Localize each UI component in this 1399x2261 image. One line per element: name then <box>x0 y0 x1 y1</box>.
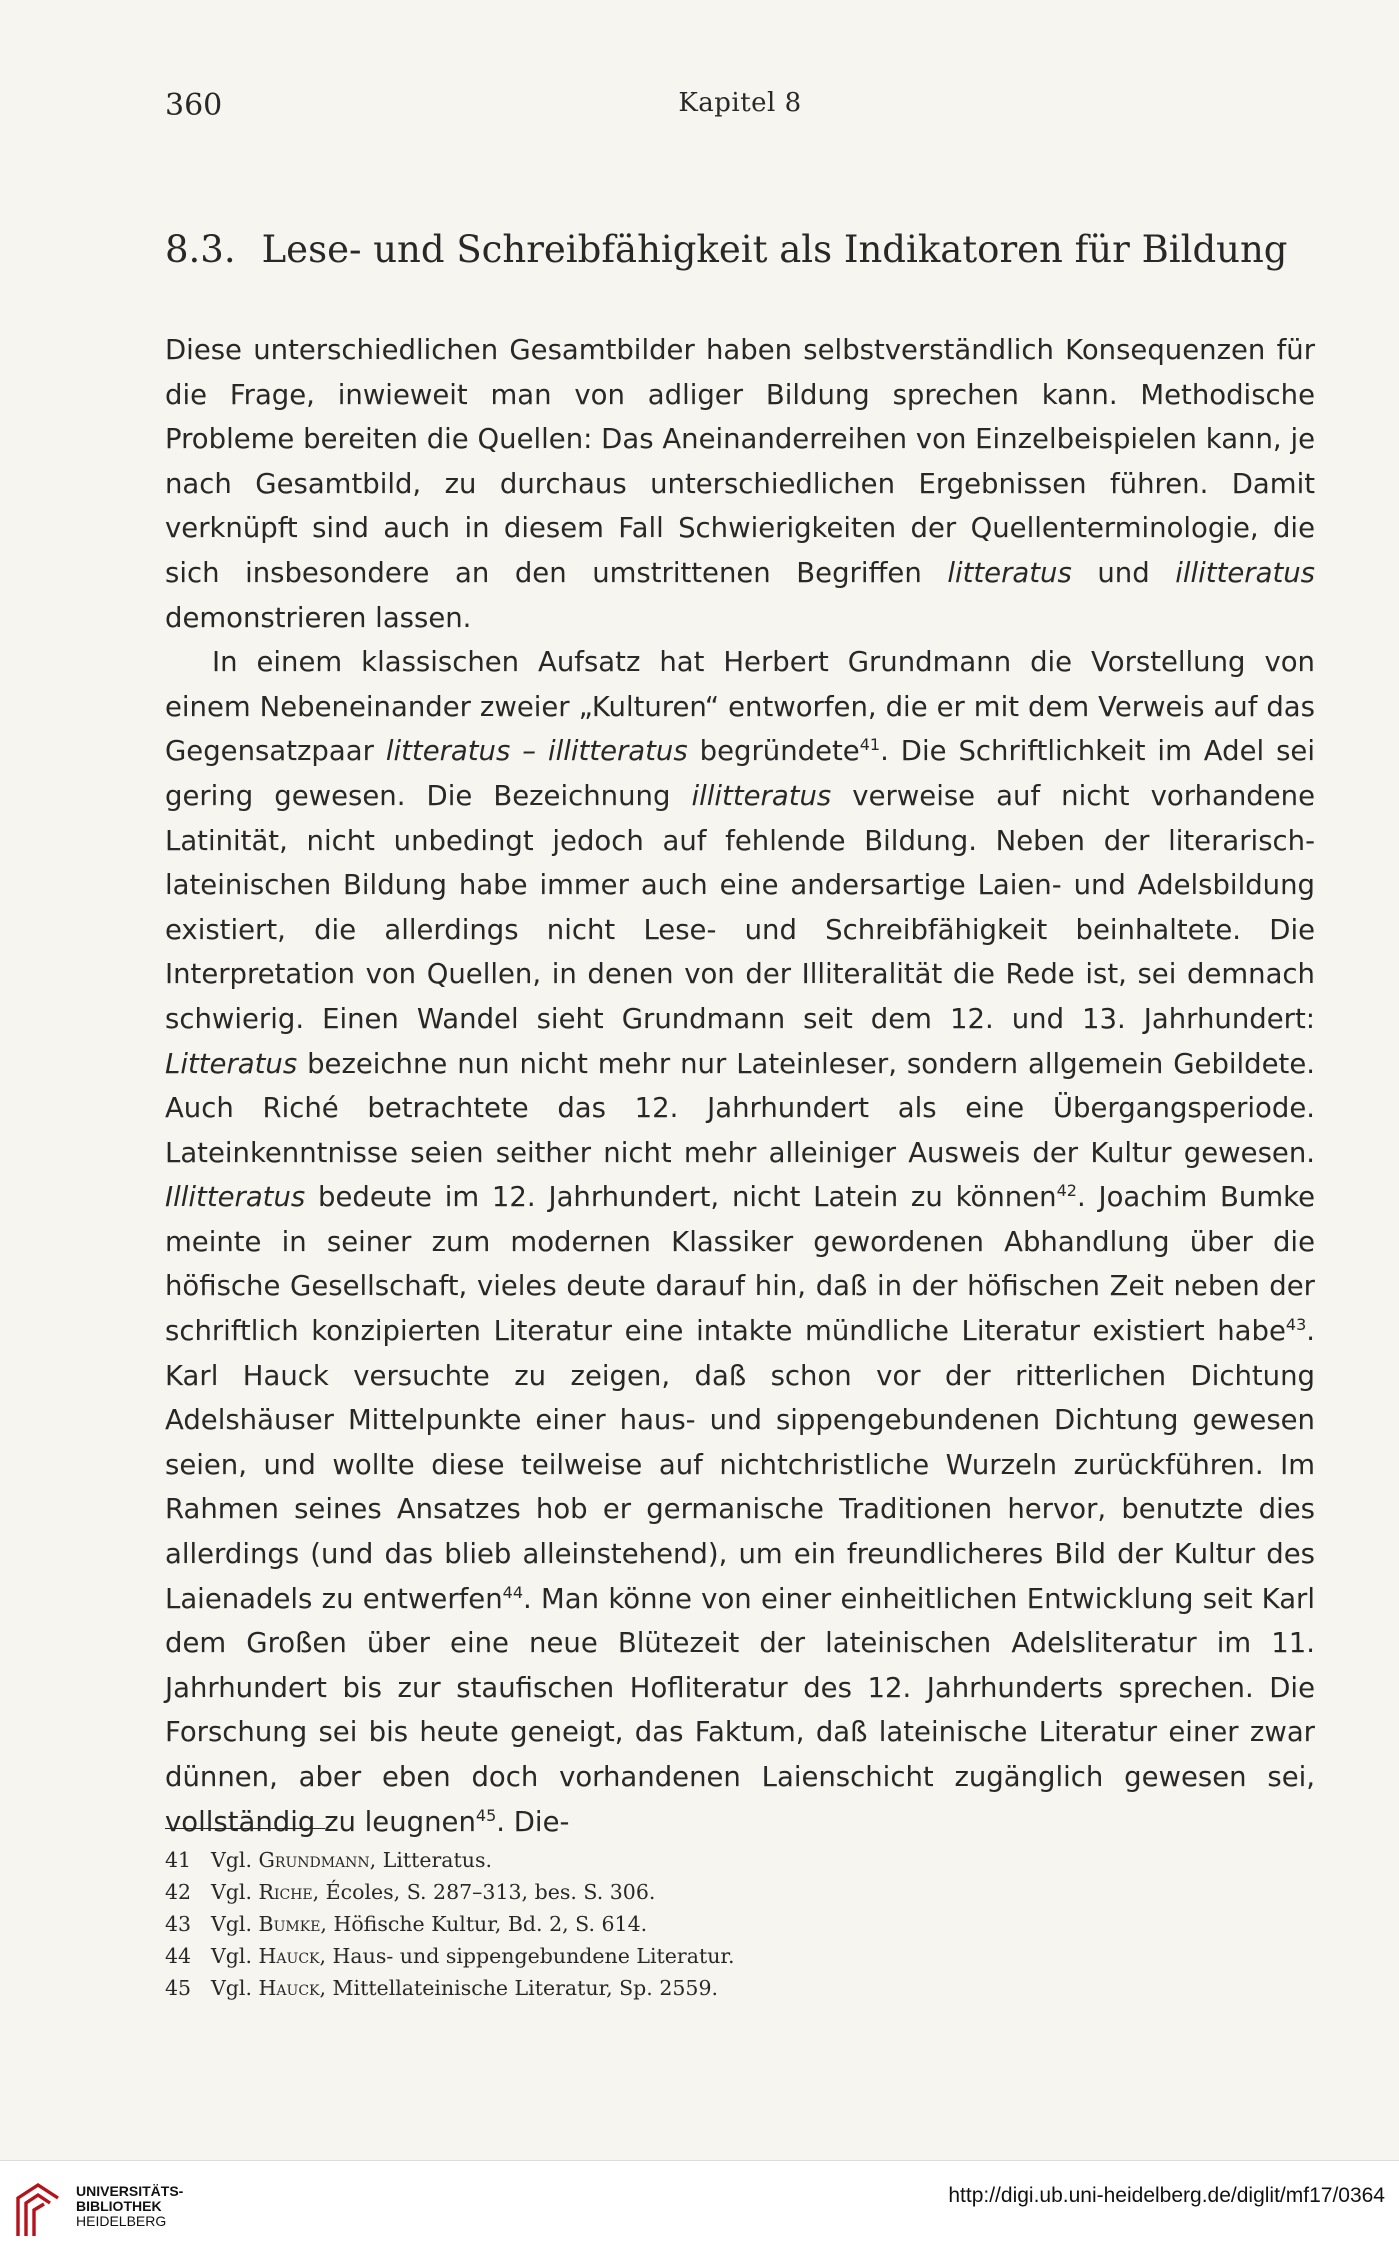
library-logo-icon[interactable] <box>14 2182 64 2238</box>
text-run: Diese unterschiedlichen Gesamtbilder haben selbstverständlich Konsequenzen für die Frage, inwieweit man von adliger Bildung sprechen kann. Methodische Probleme bereiten die Quellen: Das Aneinanderreihen von Einzelbeispielen kann, je nach Gesamtbild, zu durchaus unterschiedlichen Ergebnissen führen. Damit verknüpft sind auch in diesem Fall Schwierigkeiten der Quellenterminologie, die sich insbesondere an den umstrittenen Begriffen <box>165 334 1315 589</box>
source-url[interactable]: http://digi.ub.uni-heidelberg.de/diglit/mf17/0364 <box>948 2184 1385 2207</box>
footnote-number: 41 <box>165 1848 192 1872</box>
page-number: 360 <box>165 88 223 123</box>
text-run: . Die Schriftlichkeit im Adel sei gering gewesen. Die Bezeichnung <box>165 735 1315 812</box>
footnote-prefix: Vgl. <box>211 1944 252 1968</box>
footnote-author: Bumke <box>258 1912 321 1936</box>
text-run: verweise auf nicht vorhandene Latinität, nicht unbedingt jedoch auf fehlende Bildung. Neben der literarisch-lateinischen Bildung habe immer auch eine andersartige Laien- und Adelsbildung existiert, die allerdings nicht Lese- und Schreibfähigkeit beinhaltete. Die Interpretation von Quellen, in denen von der Illiteralität die Rede ist, sei demnach schwierig. Einen Wandel sieht Grundmann seit dem 12. und 13. Jahrhundert: <box>165 779 1316 1035</box>
text-run: . Joachim Bumke meinte in seiner zum modernen Klassiker gewordenen Abhandlung über die höfische Gesellschaft, vieles deute darauf hin, daß in der höfischen Zeit neben der schriftlich konzipierten Literatur eine intakte mündliche Literatur existiert habe <box>165 1181 1315 1348</box>
text-run: demonstrieren lassen. <box>165 601 472 634</box>
text-run: . Die- <box>496 1805 570 1838</box>
footnote <box>165 1844 1315 1876</box>
footnote-number: 44 <box>165 1944 192 1968</box>
footnote-number: 45 <box>165 1976 192 2000</box>
text-run: In einem klassischen Aufsatz hat Herbert Grundmann die Vorstellung von einem Nebeneinander zweier „Kulturen“ entworfen, die er mit dem Verweis auf das Gegensatzpaar <box>165 646 1315 768</box>
footnote <box>165 1908 1315 1940</box>
term-illitteratus: Illitteratus <box>165 1181 306 1214</box>
term-litteratus: Litteratus <box>165 1047 298 1080</box>
footnote-ref[interactable]: 41 <box>859 735 881 755</box>
footnote-ref[interactable]: 45 <box>475 1805 497 1825</box>
text-run: begründete <box>687 735 860 768</box>
footnote-text: , Haus- und sippengebundene Literatur. <box>319 1944 735 1968</box>
paragraph <box>165 328 1315 640</box>
footnotes <box>165 1844 1315 2004</box>
footnote-prefix: Vgl. <box>211 1880 252 1904</box>
viewer-footer <box>0 2160 1399 2261</box>
term-illitteratus: illitteratus <box>1175 556 1315 589</box>
footnote-author: Hauck <box>258 1976 320 2000</box>
text-run: . Karl Hauck versuchte zu zeigen, daß schon vor der ritterlichen Dichtung Adelshäuser Mittelpunkte einer haus- und sippengebundenen Dichtung gewesen seien, und wollte diese teilweise auf nichtchristliche Wurzeln zurückführen. Im Rahmen seines Ansatzes hob er germanische Traditionen hervor, benutzte dies allerdings (und das blieb alleinstehend), um ein freundlicheres Bild der Kultur des Laienadels zu entwerfen <box>165 1315 1315 1615</box>
term-pair: litteratus – illitteratus <box>385 735 688 768</box>
footnote-author: Grundmann <box>258 1848 370 1872</box>
footnote-author: Hauck <box>258 1944 320 1968</box>
text-run: bedeute im 12. Jahrhundert, nicht Latein zu können <box>305 1181 1057 1214</box>
term-illitteratus: illitteratus <box>691 779 832 812</box>
footnote-ref[interactable]: 42 <box>1056 1181 1077 1201</box>
footnote <box>165 1876 1315 1908</box>
text-run: . Man könne von einer einheitlichen Entwicklung seit Karl dem Großen über eine neue Blütezeit der lateinischen Adelsliteratur im 11. Jahrhundert bis zur staufischen Hofliteratur des 12. Jahrhunderts sprechen. Die Forschung sei bis heute geneigt, das Faktum, daß lateinische Literatur einer zwar dünnen, aber eben doch vorhandenen Laienschicht zugänglich gewesen sei, vollständig zu leugnen <box>165 1582 1315 1838</box>
paragraph <box>165 640 1315 1844</box>
running-head <box>165 88 1315 128</box>
footnote-text: , Écoles, S. 287–313, bes. S. 306. <box>312 1880 656 1904</box>
footnote-text: , Mittellateinische Literatur, Sp. 2559. <box>319 1976 719 2000</box>
text-run: und <box>1071 556 1176 589</box>
body-text <box>165 328 1315 1844</box>
footnote-author: Riche <box>258 1880 313 1904</box>
section-title: Lese- und Schreibfähigkeit als Indikatoren für Bildung <box>261 228 1288 271</box>
text-run: bezeichne nun nicht mehr nur Lateinleser, sondern allgemein Gebildete. Auch Riché betrachtete das 12. Jahrhundert als eine Übergangsperiode. Lateinkenntnisse seien seither nicht mehr alleiniger Ausweis der Kultur gewesen. <box>165 1047 1315 1169</box>
term-litteratus: litteratus <box>947 556 1072 589</box>
library-name-line: HEIDELBERG <box>76 2213 167 2229</box>
footnote-prefix: Vgl. <box>211 1976 252 2000</box>
footnote <box>165 1972 1315 2004</box>
section-number: 8.3. <box>165 228 236 271</box>
footnote-text: , Höfische Kultur, Bd. 2, S. 614. <box>320 1912 648 1936</box>
library-name-line: BIBLIOTHEK <box>76 2198 162 2214</box>
footnote-text: , Litteratus. <box>369 1848 492 1872</box>
footnote-ref[interactable]: 44 <box>502 1582 524 1602</box>
running-title: Kapitel 8 <box>678 88 802 118</box>
footnote-prefix: Vgl. <box>211 1912 252 1936</box>
library-name <box>76 2184 183 2229</box>
footnote <box>165 1940 1315 1972</box>
library-name-line: UNIVERSITÄTS- <box>76 2183 184 2199</box>
footnote-prefix: Vgl. <box>211 1848 252 1872</box>
footnote-divider <box>165 1828 325 1829</box>
section-heading <box>165 228 1315 271</box>
footnote-number: 43 <box>165 1912 192 1936</box>
footnote-number: 42 <box>165 1880 192 1904</box>
footnote-ref[interactable]: 43 <box>1285 1314 1307 1334</box>
